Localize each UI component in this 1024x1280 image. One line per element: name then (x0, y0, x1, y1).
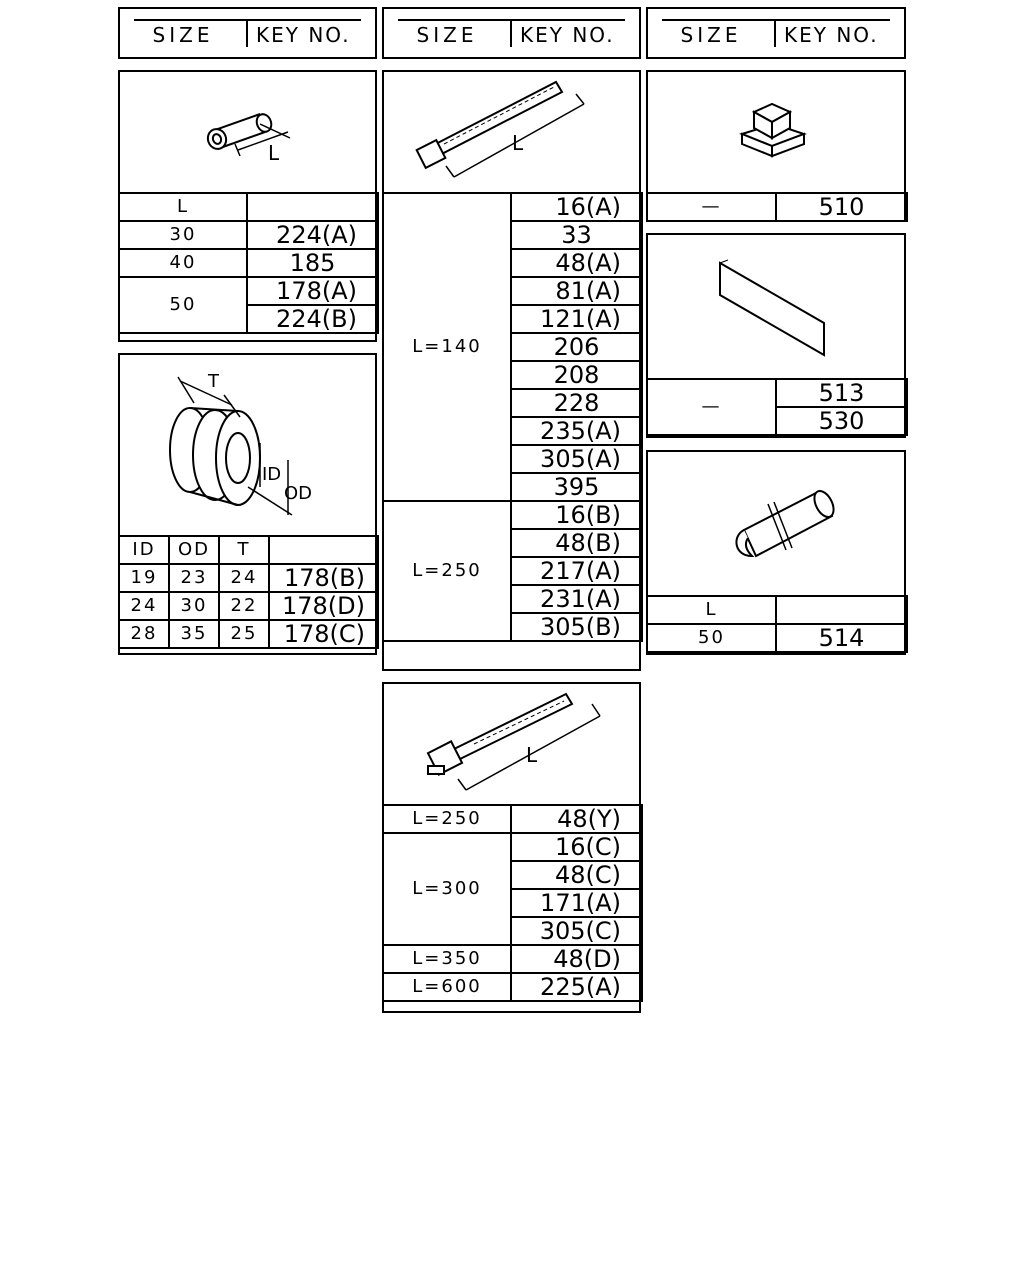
nut-panel (646, 70, 906, 222)
grommet-id: 19 (119, 564, 169, 592)
cable-tie-illustration-2 (384, 684, 639, 806)
grommet-panel (118, 353, 377, 655)
tie-size: L=250 (383, 501, 511, 641)
nut-table (646, 192, 908, 222)
tie2-table (382, 804, 643, 1002)
tie-key: 48(A) (511, 249, 642, 277)
tie-key: 208 (511, 361, 642, 389)
tube-col-l: L (119, 193, 247, 221)
edge-size: 50 (647, 624, 776, 652)
nut-illustration (648, 72, 904, 194)
tube-key: 224(B) (247, 305, 378, 333)
grommet-col-id: ID (119, 536, 169, 564)
grommet-illustration (120, 355, 375, 537)
header-size: SIZE (416, 23, 478, 47)
tie-key: 121(A) (511, 305, 642, 333)
cable-tie-panel-2 (382, 682, 641, 1013)
grommet-key: 178(C) (269, 620, 378, 648)
header-col-3 (646, 7, 906, 59)
tie-key: 48(Y) (511, 805, 642, 833)
tape-key: 513 (776, 379, 907, 407)
tie-key: 171(A) (511, 889, 642, 917)
tie-size: L=300 (383, 833, 511, 945)
tie-key: 206 (511, 333, 642, 361)
tie-key: 16(A) (511, 193, 642, 221)
tie-key: 217(A) (511, 557, 642, 585)
grommet-od: 35 (169, 620, 219, 648)
tie-key: 48(B) (511, 529, 642, 557)
edge-clip-panel (646, 450, 906, 655)
header-size: SIZE (680, 23, 742, 47)
tie-size: L=250 (383, 805, 511, 833)
grommet-dim-od: OD (284, 483, 313, 504)
edge-clip-table (646, 595, 908, 653)
tape-key: 530 (776, 407, 907, 435)
grommet-t: 25 (219, 620, 269, 648)
tube-key: 224(A) (247, 221, 378, 249)
grommet-dim-t: T (208, 371, 219, 392)
tie-key: 48(D) (511, 945, 642, 973)
cable-tie-panel-1 (382, 70, 641, 671)
tie-key: 33 (511, 221, 642, 249)
tape-illustration (648, 235, 904, 380)
tube-col-key (247, 193, 378, 221)
tie-key: 81(A) (511, 277, 642, 305)
tie-key: 305(B) (511, 613, 642, 641)
header-col-2 (382, 7, 641, 59)
tube-key: 185 (247, 249, 378, 277)
tape-table (646, 378, 908, 436)
tube-panel (118, 70, 377, 342)
edge-key: 514 (776, 624, 907, 652)
tie-key: 235(A) (511, 417, 642, 445)
tie-size: L=350 (383, 945, 511, 973)
tie1-table (382, 192, 643, 642)
tie-key: 395 (511, 473, 642, 501)
edge-col-key (776, 596, 907, 624)
grommet-table (118, 535, 379, 649)
grommet-col-key (269, 536, 378, 564)
tie2-dim-l: L (526, 743, 538, 767)
tie1-dim-l: L (512, 131, 524, 155)
tie-size: L=600 (383, 973, 511, 1001)
tape-panel (646, 233, 906, 438)
grommet-id: 24 (119, 592, 169, 620)
tube-key: 178(A) (247, 277, 378, 305)
tie-key: 305(C) (511, 917, 642, 945)
nut-size: — (647, 193, 776, 221)
tape-size: — (647, 379, 776, 435)
grommet-od: 23 (169, 564, 219, 592)
tube-illustration (120, 72, 375, 194)
header-key-no: KEY NO. (784, 23, 879, 47)
grommet-t: 22 (219, 592, 269, 620)
grommet-t: 24 (219, 564, 269, 592)
tie-key: 231(A) (511, 585, 642, 613)
tube-size: 50 (119, 277, 247, 333)
tube-size: 30 (119, 221, 247, 249)
edge-clip-illustration (648, 452, 904, 597)
tie-size: L=140 (383, 193, 511, 501)
grommet-id: 28 (119, 620, 169, 648)
tie-key: 48(C) (511, 861, 642, 889)
edge-col-l: L (647, 596, 776, 624)
tube-table (118, 192, 379, 334)
tie-key: 305(A) (511, 445, 642, 473)
cable-tie-illustration-1 (384, 72, 639, 194)
tie-key: 225(A) (511, 973, 642, 1001)
header-size: SIZE (152, 23, 214, 47)
nut-key: 510 (776, 193, 907, 221)
header-key-no: KEY NO. (520, 23, 615, 47)
grommet-col-t: T (219, 536, 269, 564)
header-col-1 (118, 7, 377, 59)
grommet-od: 30 (169, 592, 219, 620)
tie-key: 16(B) (511, 501, 642, 529)
grommet-col-od: OD (169, 536, 219, 564)
grommet-dim-id: ID (262, 464, 282, 485)
tube-dim-l: L (268, 141, 280, 165)
tube-size: 40 (119, 249, 247, 277)
tie-key: 16(C) (511, 833, 642, 861)
header-key-no: KEY NO. (256, 23, 351, 47)
grommet-key: 178(B) (269, 564, 378, 592)
tie-key: 228 (511, 389, 642, 417)
grommet-key: 178(D) (269, 592, 378, 620)
